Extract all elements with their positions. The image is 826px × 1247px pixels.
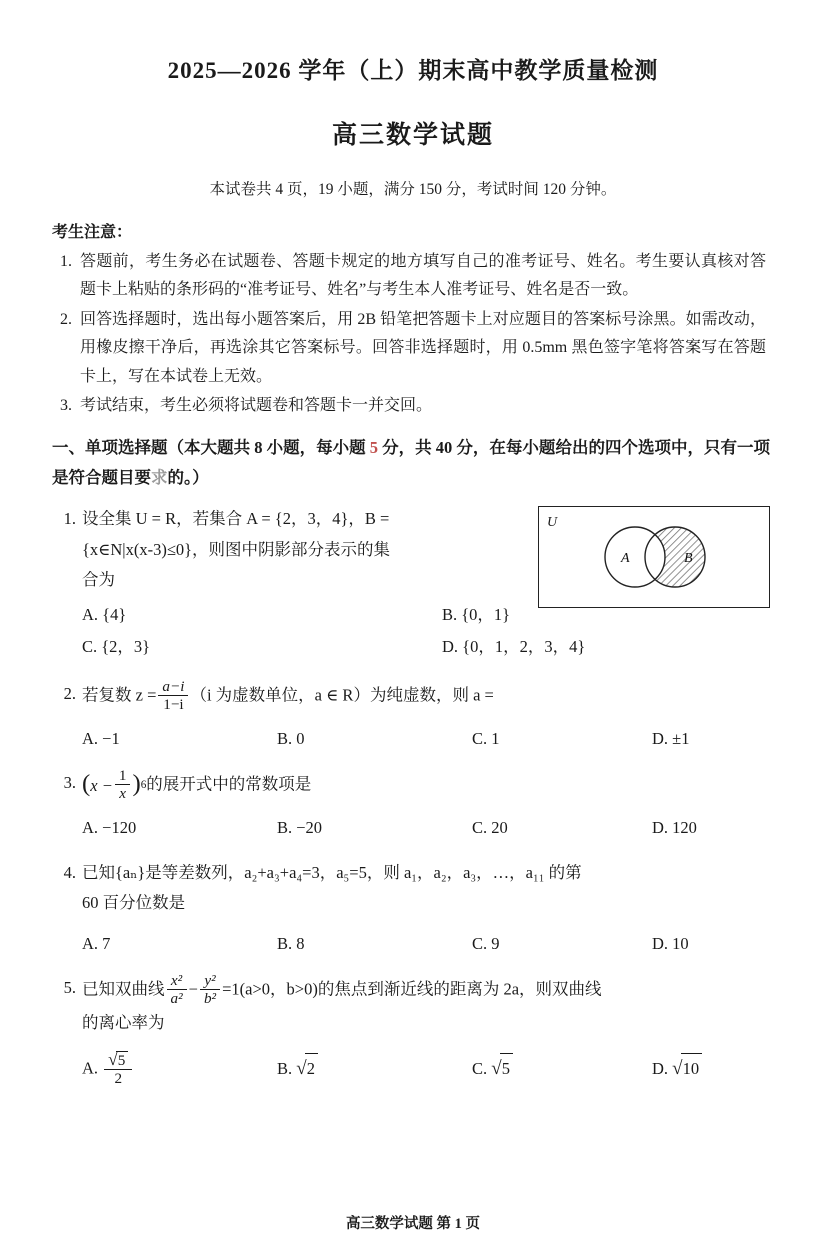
section-one-desc-end: 的。） (167, 467, 209, 487)
question-5-fraction-1 (167, 972, 187, 1007)
section-one-label: 一、单项选择题 (52, 437, 168, 457)
notice-heading: 考生注意： (52, 224, 133, 241)
question-3-number: 3. (63, 773, 76, 793)
question-2-frac-numerator: a−i (158, 678, 188, 696)
question-1 (52, 504, 770, 663)
question-2-frac-denominator: 1−i (163, 695, 184, 713)
question-5-frac1-denominator: a² (170, 990, 183, 1008)
question-3-option-c[interactable]: C. 20 (472, 818, 508, 838)
question-5-option-a-value (104, 1050, 132, 1088)
svg-text:A: A (621, 551, 630, 567)
page-footer: 高三数学试题 第 1 页 (345, 1216, 481, 1232)
question-4-options (82, 929, 770, 960)
subject-title: 高三数学试题 (331, 122, 494, 149)
question-4 (52, 858, 770, 960)
question-2-options (82, 724, 770, 755)
question-5-options (82, 1048, 770, 1089)
question-3-options (82, 813, 770, 844)
question-4-line-2: 60 百分位数是 (82, 893, 186, 913)
exam-page (0, 52, 826, 1247)
notice-item-2: 2. 回答选择题时，选出每小题答案后，用 2B 铅笔把答题卡上对应题目的答案标号涂黑。如需改动，用橡皮擦干净后，再选涂其它答案标号。回答非选择题时，用 0.5mm 黑色签字笔将答案写在答题卡上，写在本试卷上无效。 (76, 306, 766, 391)
page-title: 2025—2026 学年（上）期末高中教学质量检测 (167, 58, 659, 83)
question-3-close-paren: ) (132, 770, 141, 798)
question-list (0, 504, 826, 1088)
section-one-desc-gray: 求 (151, 467, 168, 487)
notice-list (0, 248, 826, 421)
section-one-heading (52, 433, 770, 492)
question-5-option-a[interactable] (82, 1048, 277, 1089)
question-5-option-d-value: √10 (672, 1059, 702, 1078)
question-3-expression (82, 768, 146, 803)
question-3-stem (82, 768, 770, 803)
question-5 (52, 973, 770, 1088)
venn-shapes (539, 507, 767, 605)
question-4-stem (82, 858, 770, 919)
question-2-fraction (158, 678, 188, 713)
question-4-line-1: 已知{aₙ}是等差数列，a₂+a₃+a₄=3，a₅=5，则 a₁，a₂，a₃，…，a₁₁ 的第 (82, 862, 582, 882)
question-5-option-a-label: A. (82, 1058, 99, 1078)
question-2-option-d[interactable]: D. ±1 (652, 728, 690, 748)
venn-universe-label: U (547, 515, 558, 531)
exam-note: 本试卷共 4 页，19 小题，满分 150 分，考试时间 120 分钟。 (209, 181, 617, 198)
question-1-option-b[interactable]: B. {0，1} (442, 604, 511, 624)
question-3-exponent: 6 (140, 779, 147, 792)
question-1-option-d[interactable]: D. {0，1，2，3，4} (442, 637, 586, 657)
question-5-frac2-denominator: b² (203, 990, 217, 1008)
question-5-option-a-denominator: 2 (114, 1070, 123, 1088)
question-5-option-c-value: √5 (491, 1059, 513, 1078)
question-3-frac-numerator: 1 (115, 767, 131, 785)
question-1-stem (82, 504, 562, 596)
question-2-number: 2. (63, 683, 76, 703)
venn-diagram (538, 506, 770, 608)
question-3-frac-denominator: x (119, 785, 126, 803)
section-one-desc-mid: 分，共 40 分，在每小题给出的四个选项中，只有一项是符合题目要 (52, 437, 771, 487)
question-5-option-b-value: √2 (296, 1059, 318, 1078)
question-3-expr-x: x − (90, 775, 113, 795)
question-5-number: 5. (63, 978, 76, 998)
question-5-option-c[interactable] (472, 1051, 652, 1089)
question-5-option-d[interactable] (652, 1051, 812, 1089)
question-1-option-c[interactable]: C. {2，3} (82, 637, 151, 657)
question-1-options-row-2 (82, 632, 770, 663)
question-1-line-3: 合为 (82, 570, 115, 590)
question-3-option-a[interactable]: A. −120 (82, 818, 137, 838)
question-4-option-a[interactable]: A. 7 (82, 933, 111, 953)
question-2-text-pre: 若复数 z = (82, 685, 157, 705)
question-3-text-post: 的展开式中的常数项是 (146, 774, 312, 794)
question-5-frac2-numerator: y² (200, 972, 220, 990)
question-5-option-b-label: B. (277, 1058, 293, 1078)
question-2-option-c[interactable]: C. 1 (472, 728, 500, 748)
svg-text:B: B (684, 551, 693, 567)
question-5-stem (82, 973, 770, 1039)
question-2-option-b[interactable]: B. 0 (277, 728, 305, 748)
question-3-option-d[interactable]: D. 120 (652, 818, 697, 838)
question-4-number: 4. (63, 862, 76, 882)
question-1-number: 1. (63, 509, 76, 529)
notice-item-3: 3. 考试结束，考生必须将试题卷和答题卡一并交回。 (76, 392, 766, 420)
question-4-option-d[interactable]: D. 10 (652, 933, 689, 953)
question-5-option-c-label: C. (472, 1058, 488, 1078)
question-5-line-2: 的离心率为 (82, 1013, 165, 1033)
question-2-text-post: （i 为虚数单位，a ∈ R）为纯虚数，则 a = (190, 685, 494, 705)
question-1-line-2: {x∈N|x(x-3)≤0}，则图中阴影部分表示的集 (82, 539, 391, 559)
question-3 (52, 768, 770, 844)
question-5-option-b[interactable] (277, 1051, 472, 1089)
section-one-desc-red: 5 (369, 437, 378, 457)
question-4-option-b[interactable]: B. 8 (277, 933, 305, 953)
question-5-frac1-numerator: x² (167, 972, 187, 990)
question-1-option-a[interactable]: A. {4} (82, 604, 127, 624)
question-3-fraction (115, 767, 131, 802)
notice-item-1: 1. 答题前，考生务必在试题卷、答题卡规定的地方填写自己的准考证号、姓名。考生要认真核对答题卡上粘贴的条形码的“准考证号、姓名”与考生本人准考证号、姓名是否一致。 (76, 248, 766, 305)
question-5-fraction-2 (200, 972, 220, 1007)
question-2 (52, 679, 770, 755)
question-1-line-1: 设全集 U = R，若集合 A = {2，3，4}，B = (82, 509, 390, 529)
question-2-option-a[interactable]: A. −1 (82, 728, 120, 748)
question-3-open-paren: ( (82, 770, 91, 798)
question-2-stem (82, 679, 770, 714)
question-5-option-a-numerator: √5 (104, 1050, 132, 1071)
question-5-minus: − (188, 979, 198, 999)
question-5-text-mid: =1(a>0，b>0)的焦点到渐近线的距离为 2a，则双曲线 (222, 979, 602, 999)
question-5-text-pre: 已知双曲线 (82, 979, 165, 999)
question-5-option-d-label: D. (652, 1058, 669, 1078)
question-4-option-c[interactable]: C. 9 (472, 933, 500, 953)
question-3-option-b[interactable]: B. −20 (277, 818, 323, 838)
section-one-desc-pre: （本大题共 8 小题，每小题 (167, 437, 370, 457)
